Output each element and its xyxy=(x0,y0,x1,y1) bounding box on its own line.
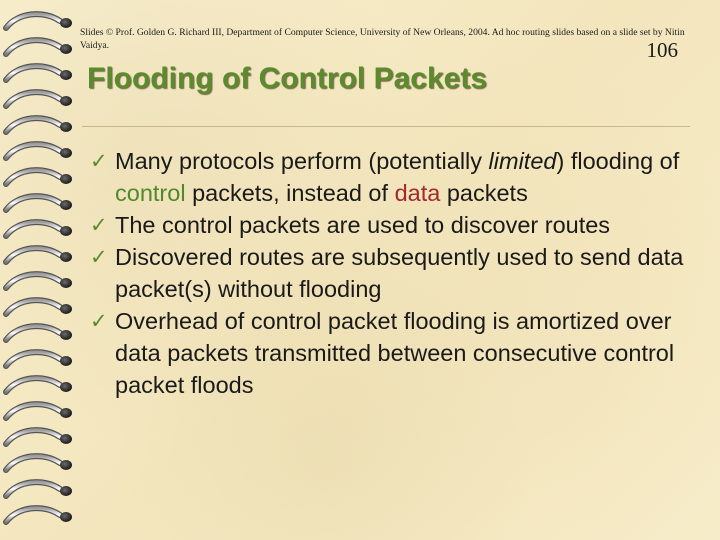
binding-ring xyxy=(6,300,72,314)
checkmark-icon: ✓ xyxy=(90,309,108,333)
binding-ring xyxy=(6,508,72,522)
binding-ring xyxy=(6,92,72,106)
binding-ring xyxy=(6,66,72,80)
binding-ring xyxy=(6,378,72,392)
binding-ring xyxy=(6,430,72,444)
bullet-text: Overhead of control packet flooding is amortized over data packets transmitted between consecutive control packet floods xyxy=(115,308,675,398)
slide-number: 106 xyxy=(646,38,678,62)
bullet-item xyxy=(90,305,690,401)
binding-ring xyxy=(6,456,72,470)
binding-ring xyxy=(6,352,72,366)
title-divider xyxy=(82,126,690,127)
checkmark-icon: ✓ xyxy=(90,149,108,173)
binding-ring xyxy=(6,118,72,132)
binding-ring xyxy=(6,274,72,288)
binding-ring xyxy=(6,248,72,262)
bullet-text-part: packets xyxy=(440,180,528,206)
bullet-item xyxy=(90,209,690,241)
binding-ring xyxy=(6,14,72,28)
binding-ring xyxy=(6,482,72,496)
bullet-list xyxy=(90,145,690,401)
data-highlight: data xyxy=(394,180,441,206)
slide-credit: Slides © Prof. Golden G. Richard III, Department of Computer Science, University of New Orleans, 2004. Ad hoc routing slides based on a slide set by Nitin Vaidya. xyxy=(80,27,685,51)
bullet-text: The control packets are used to discover routes xyxy=(115,212,611,238)
checkmark-icon: ✓ xyxy=(90,213,108,237)
bullet-text-emphasis: limited xyxy=(488,148,557,174)
slide-title: Flooding of Control Packets xyxy=(87,62,488,95)
binding-ring xyxy=(6,40,72,54)
bullet-text-part: Many protocols perform (potentially xyxy=(115,148,489,174)
bullet-text-part: packets, instead of xyxy=(185,180,395,206)
binding-ring xyxy=(6,144,72,158)
binding-ring xyxy=(6,404,72,418)
checkmark-icon: ✓ xyxy=(90,245,108,269)
binding-ring xyxy=(6,326,72,340)
binding-ring xyxy=(6,222,72,236)
binding-ring xyxy=(6,170,72,184)
bullet-item xyxy=(90,241,690,305)
bullet-item xyxy=(90,145,690,209)
binding-ring xyxy=(6,196,72,210)
spiral-binding-decoration xyxy=(0,0,82,540)
control-highlight: control xyxy=(115,180,186,206)
bullet-text-part: ) flooding of xyxy=(556,148,680,174)
bullet-text: Discovered routes are subsequently used to send data packet(s) without flooding xyxy=(115,244,684,302)
